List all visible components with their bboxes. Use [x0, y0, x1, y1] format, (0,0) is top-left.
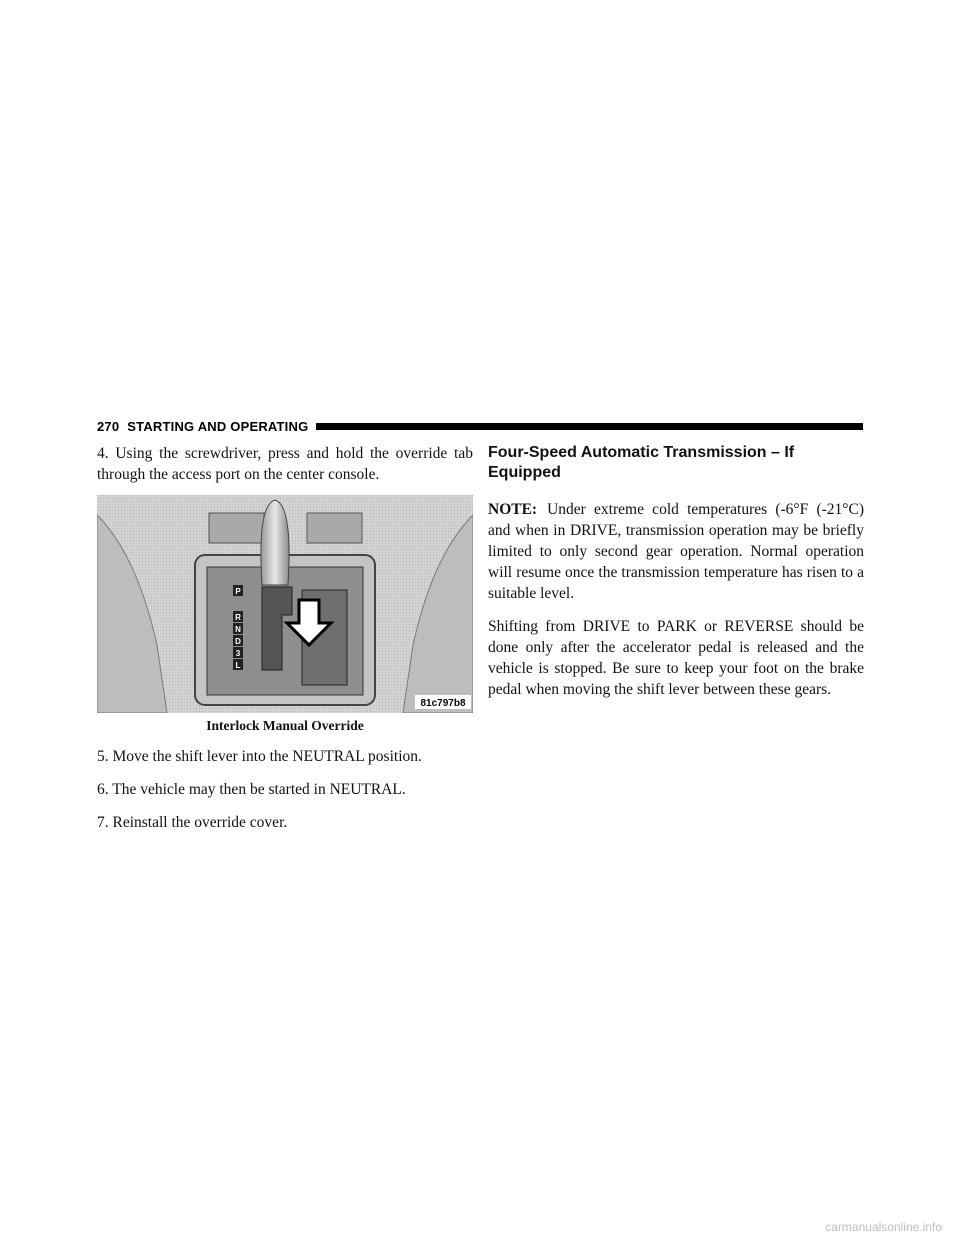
- interlock-override-figure: [97, 495, 473, 713]
- page-number: 270: [97, 418, 120, 434]
- note-paragraph: [488, 499, 864, 604]
- left-column: [97, 443, 473, 833]
- header-rule: [316, 423, 863, 430]
- step-4: 4. Using the screwdriver, press and hold the override tab through the access port on the center console.: [97, 445, 473, 483]
- shifter-illustration: [97, 495, 473, 713]
- step-7: 7. Reinstall the override cover.: [97, 814, 288, 831]
- figure-code: 81c797b8: [420, 698, 466, 709]
- section-heading: Four-Speed Automatic Transmission – If Equipped: [488, 444, 795, 481]
- gear-label-d: D: [235, 637, 241, 646]
- shifting-paragraph: Shifting from DRIVE to PARK or REVERSE should be done only after the accelerator pedal is released and the vehicle is stopped. Be sure to keep your foot on the brake pedal when moving the shift lever between these gears.: [488, 618, 864, 698]
- note-text: Under extreme cold temperatures (-6°F (-21°C) and when in DRIVE, transmission operation may be briefly limited to only second gear operation. Normal operation will resume once the transmission temperature has risen to a suitable level.: [488, 501, 864, 602]
- section-title: STARTING AND OPERATING: [127, 418, 309, 434]
- gear-label-3: 3: [235, 649, 241, 658]
- note-label: NOTE:: [488, 501, 538, 518]
- right-column: [488, 443, 864, 700]
- gear-label-r: R: [235, 613, 241, 622]
- figure-caption: Interlock Manual Override: [206, 718, 364, 733]
- page-header: [97, 419, 863, 433]
- gear-label-n: N: [235, 625, 241, 634]
- gear-label-l: L: [235, 661, 241, 670]
- step-5: 5. Move the shift lever into the NEUTRAL position.: [97, 748, 422, 765]
- watermark: carmanualsonline.info: [825, 1220, 942, 1234]
- gear-label-p: P: [235, 587, 241, 596]
- step-6: 6. The vehicle may then be started in NEUTRAL.: [97, 781, 406, 798]
